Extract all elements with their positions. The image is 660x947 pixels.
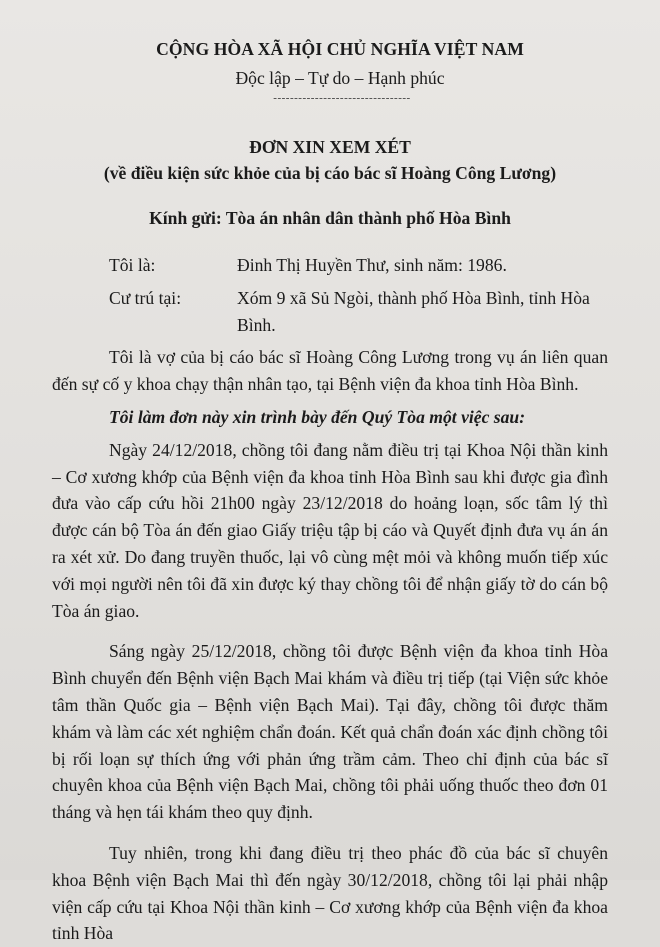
recipient-line: Kính gửi: Tòa án nhân dân thành phố Hòa Bình bbox=[149, 208, 511, 229]
document-title: ĐƠN XIN XEM XÉT bbox=[249, 136, 411, 157]
petitioner-residence-label: Cư trú tại: bbox=[109, 287, 182, 308]
document-subtitle: (về điều kiện sức khỏe của bị cáo bác sĩ Hoàng Công Lương) bbox=[103, 163, 557, 184]
header-separator: --------------------------------- bbox=[273, 91, 411, 104]
petitioner-name-label: Tôi là: bbox=[109, 254, 156, 275]
body-paragraph-3: Tuy nhiên, trong khi đang điều trị theo phác đồ của bác sĩ chuyên khoa Bệnh viện Bạch Mai thì đến ngày 30/12/2018, chồng tôi lại phải nhập viện cấp cứu tại Khoa Nội thần kinh – Cơ xương khớp của Bệnh viện đa khoa tỉnh Hòa bbox=[52, 842, 608, 944]
petitioner-name-value: Đinh Thị Huyền Thư, sinh năm: 1986. bbox=[237, 254, 507, 275]
lead-statement: Tôi làm đơn này xin trình bày đến Quý Tòa một việc sau: bbox=[109, 406, 526, 427]
petitioner-info bbox=[52, 252, 608, 338]
petitioner-residence-row bbox=[52, 285, 608, 339]
petitioner-residence-value: Xóm 9 xã Sủ Ngòi, thành phố Hòa Bình, tỉnh Hòa Bình. bbox=[237, 287, 590, 335]
national-title: CỘNG HÒA XÃ HỘI CHỦ NGHĨA VIỆT NAM bbox=[156, 39, 524, 59]
petitioner-name-row bbox=[52, 252, 608, 279]
intro-paragraph: Tôi là vợ của bị cáo bác sĩ Hoàng Công Lương trong vụ án liên quan đến sự cố y khoa chạy thận nhân tạo, tại Bệnh viện đa khoa tỉnh Hòa Bình. bbox=[52, 347, 608, 395]
body-paragraph-2: Sáng ngày 25/12/2018, chồng tôi được Bệnh viện đa khoa tỉnh Hòa Bình chuyển đến Bệnh viện Bạch Mai khám và điều trị tiếp (tại Viện sức khỏe tâm thần Quốc gia – Bệnh viện Bạch Mai). Tại đây, chồng tôi được thăm khám và làm các xét nghiệm chẩn đoán. Kết quả chẩn đoán xác định chồng tôi bị rối loạn sự thích ứng với phản ứng trầm cảm. Theo chỉ định của bác sĩ chuyên khoa của Bệnh viện Bạch Mai, chồng tôi phải uống thuốc theo đơn 01 tháng và hẹn tái khám theo quy định. bbox=[52, 641, 608, 823]
body-paragraph-1: Ngày 24/12/2018, chồng tôi đang nằm điều trị tại Khoa Nội thần kinh – Cơ xương khớp của Bệnh viện đa khoa tỉnh Hòa Bình sau khi được gia đình đưa vào cấp cứu hồi 21h00 ngày 23/12/2018 do hoảng loạn, sốc tâm lý thì được cán bộ Tòa án đến giao Giấy triệu tập bị cáo và Quyết định đưa vụ án án ra xét xử. Do đang truyền thuốc, lại vô cùng mệt mỏi và không muốn tiếp xúc với mọi người nên tôi đã xin được ký thay chồng tôi để nhận giấy tờ do cán bộ Tòa án giao. bbox=[52, 439, 608, 621]
national-motto: Độc lập – Tự do – Hạnh phúc bbox=[235, 67, 445, 88]
